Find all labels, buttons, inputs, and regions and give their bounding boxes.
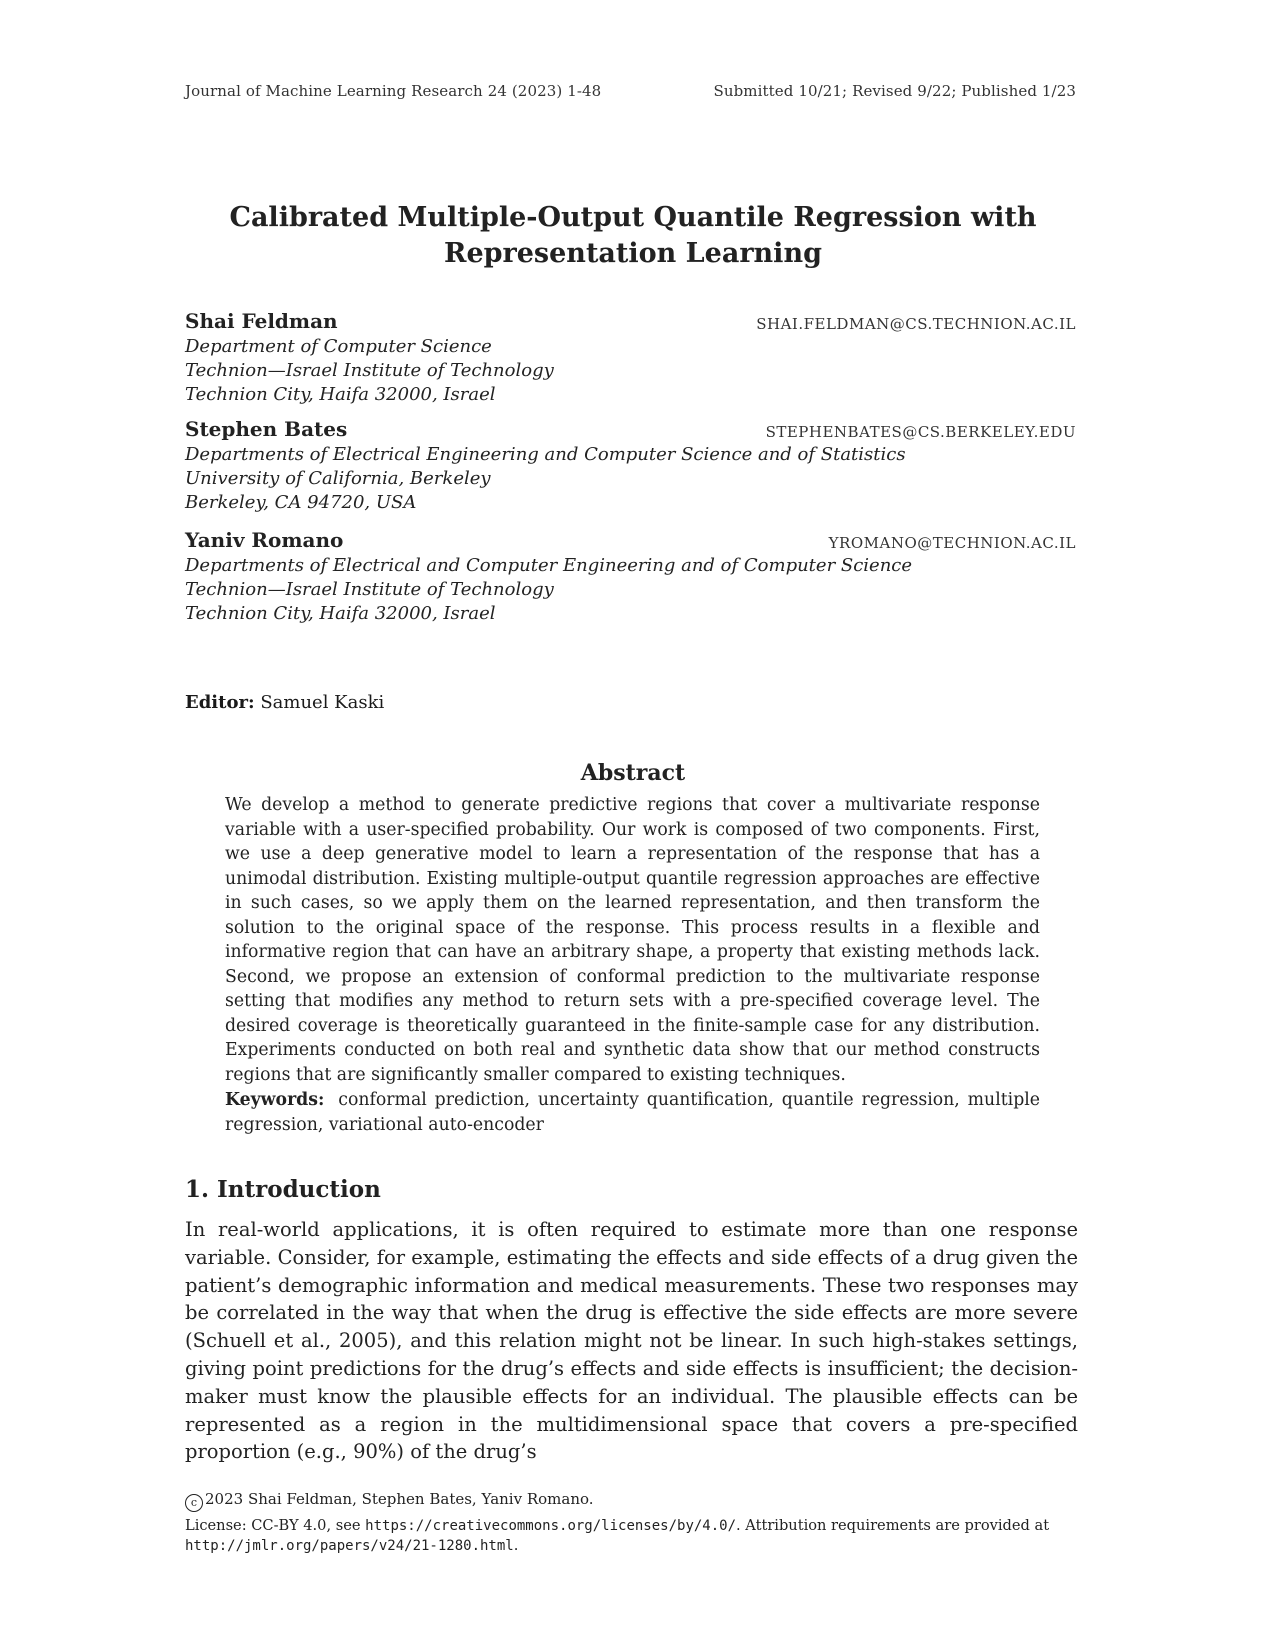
author-affiliation <box>185 554 912 626</box>
author-affiliation <box>185 443 906 515</box>
license-prefix: License: CC-BY 4.0, see <box>185 1517 366 1534</box>
author-name: Yaniv Romano <box>185 528 344 552</box>
introduction-text: In real-world applications, it is often required to estimate more than one response variable. Consider, for example, estimating the effects and side effects of a drug given the patient’s demographic information and medical measurements. These two responses may be correlated in the way that when the drug is effective the side effects are more severe (Schuell et al., 2005), and this relation might not be linear. In such high-stakes settings, giving point predictions for the drug’s effects and side effects is insufficient; the decision-maker must know the plausible effects for an individual. The plausible effects can be represented as a region in the multidimensional space that covers a pre-specified proportion (e.g., 90%) of the drug’s <box>185 1218 1078 1464</box>
editor-line <box>185 692 384 713</box>
abstract-heading: Abstract <box>580 760 686 786</box>
abstract-text: We develop a method to generate predictive regions that cover a multivariate response variable with a user-specified probability. Our work is composed of two components. First, we use a deep generative model to learn a representation of the response that has a unimodal distribution. Existing multiple-output quantile regression approaches are effective in such cases, so we apply them on the learned representation, and then transform the solution to the original space of the response. This process results in a flexible and informative region that can have an arbitrary shape, a property that existing methods lack. Second, we propose an extension of conformal prediction to the multivariate response setting that modifies any method to return sets with a pre-specified coverage level. The desired coverage is theoretically guaranteed in the finite-sample case for any distribution. Experiments conducted on both real and synthetic data show that our method constructs regions that are significantly smaller compared to existing techniques. <box>225 795 1040 1085</box>
affiliation-line: Department of Computer Science <box>185 336 492 357</box>
affiliation-line: Departments of Electrical Engineering and Computer Science and of Statistics <box>185 444 906 465</box>
author-name: Stephen Bates <box>185 417 348 441</box>
editor-name: Samuel Kaski <box>260 692 385 713</box>
copyright-text: 2023 Shai Feldman, Stephen Bates, Yaniv Romano. <box>205 1490 594 1508</box>
title-line-1: Calibrated Multiple-Output Quantile Regression with <box>229 202 1037 233</box>
affiliation-line: Technion—Israel Institute of Technology <box>185 579 554 600</box>
affiliation-line: Technion City, Haifa 32000, Israel <box>185 384 496 405</box>
keywords-label: Keywords: <box>225 1090 325 1110</box>
editor-label: Editor: <box>185 692 255 713</box>
paper-title <box>0 200 1266 272</box>
running-header-journal: Journal of Machine Learning Research 24 (2023) 1-48 <box>185 82 602 100</box>
running-header-dates: Submitted 10/21; Revised 9/22; Published 1/23 <box>713 82 1076 100</box>
author-affiliation <box>185 335 554 407</box>
license-end: . <box>513 1537 519 1554</box>
license-note <box>185 1516 1065 1556</box>
author-email[interactable]: SHAI.FELDMAN@CS.TECHNION.AC.IL <box>756 315 1076 333</box>
keywords-list: conformal prediction, uncertainty quantification, quantile regression, multiple regression, variational auto-encoder <box>225 1090 1041 1135</box>
affiliation-line: Departments of Electrical and Computer Engineering and of Computer Science <box>185 555 913 576</box>
attribution-link[interactable]: http://jmlr.org/papers/v24/21-1280.html <box>185 1538 514 1554</box>
copyright-line <box>185 1490 594 1512</box>
copyright-icon: c <box>185 1494 203 1512</box>
license-middle: . Attribution requirements are provided at <box>736 1517 1050 1534</box>
author-email[interactable]: YROMANO@TECHNION.AC.IL <box>828 534 1076 552</box>
affiliation-line: Berkeley, CA 94720, USA <box>185 492 417 513</box>
author-email[interactable]: STEPHENBATES@CS.BERKELEY.EDU <box>765 423 1076 441</box>
license-link[interactable]: https://creativecommons.org/licenses/by/4.0/ <box>365 1518 737 1534</box>
keywords <box>225 1088 1040 1137</box>
affiliation-line: University of California, Berkeley <box>185 468 491 489</box>
title-line-2: Representation Learning <box>444 238 822 269</box>
affiliation-line: Technion—Israel Institute of Technology <box>185 360 554 381</box>
affiliation-line: Technion City, Haifa 32000, Israel <box>185 603 496 624</box>
author-name: Shai Feldman <box>185 309 338 333</box>
section-heading-introduction: 1. Introduction <box>185 1176 381 1203</box>
